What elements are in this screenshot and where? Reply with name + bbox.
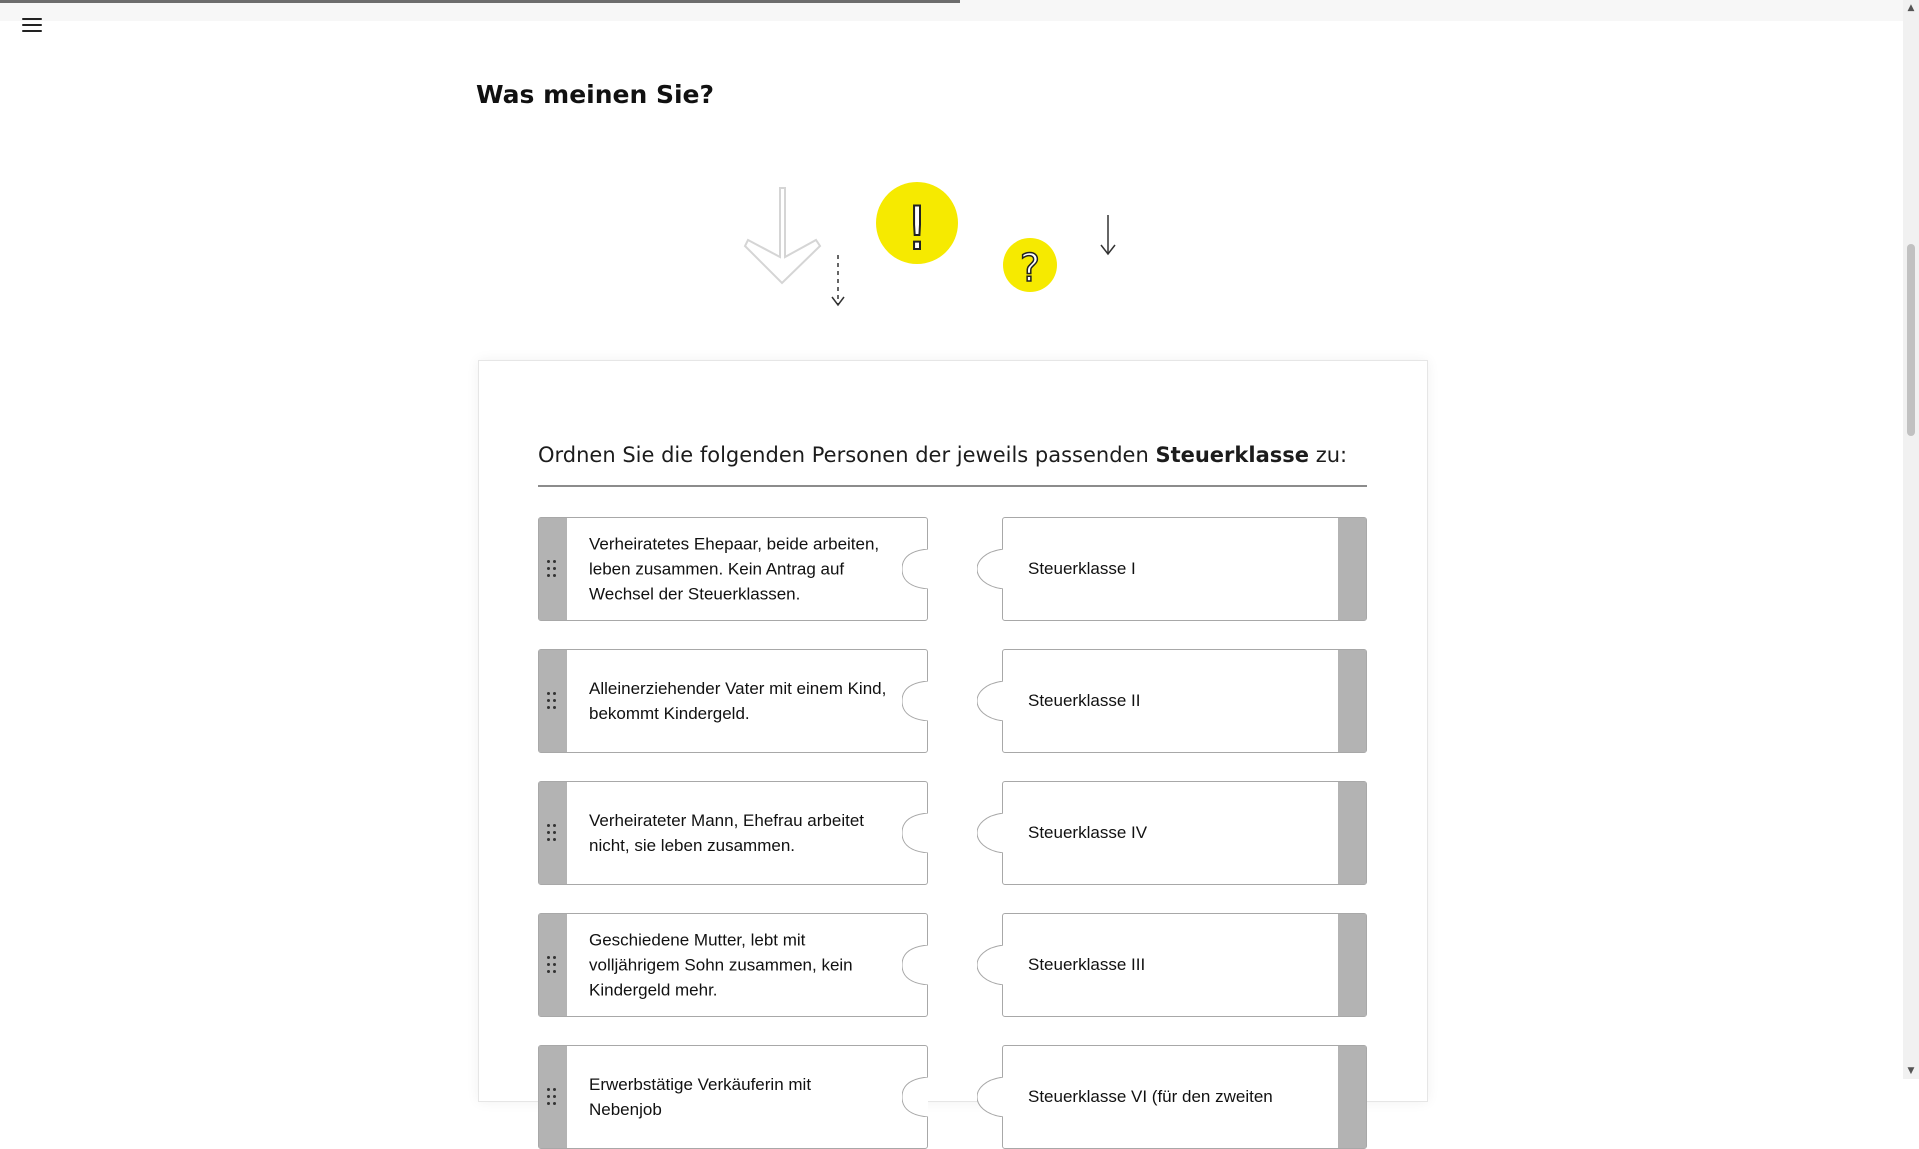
person-card[interactable] bbox=[538, 781, 928, 885]
person-description: Alleinerziehender Vater mit einem Kind, bekommt Kindergeld. bbox=[589, 679, 887, 723]
tax-class-label: Steuerklasse VI (für den zweiten bbox=[1028, 1087, 1273, 1106]
person-card[interactable] bbox=[538, 517, 928, 621]
drag-handle[interactable] bbox=[539, 782, 567, 884]
progress-bar bbox=[0, 0, 960, 3]
person-description: Erwerbstätige Verkäuferin mit Nebenjob bbox=[589, 1075, 812, 1119]
exclamation-circle-icon bbox=[876, 182, 958, 264]
question-circle-icon bbox=[1003, 238, 1057, 292]
scroll-thumb[interactable] bbox=[1907, 244, 1915, 436]
puzzle-tab-icon bbox=[977, 813, 1003, 853]
target-side-bar bbox=[1338, 518, 1366, 620]
person-card[interactable] bbox=[538, 649, 928, 753]
drag-handle[interactable] bbox=[539, 518, 567, 620]
drag-grip-icon bbox=[547, 1088, 559, 1108]
puzzle-notch-icon bbox=[902, 549, 928, 589]
dashed-arrow-down-icon bbox=[832, 255, 844, 305]
decorative-illustration bbox=[740, 175, 1130, 315]
instruction-bold: Steuerklasse bbox=[1155, 443, 1309, 467]
tax-class-target[interactable] bbox=[1002, 649, 1367, 753]
exercise-card bbox=[478, 360, 1428, 1119]
puzzle-notch-icon bbox=[902, 813, 928, 853]
tax-class-label: Steuerklasse IV bbox=[1028, 823, 1148, 842]
puzzle-notch-icon bbox=[902, 1077, 928, 1117]
puzzle-tab-icon bbox=[977, 945, 1003, 985]
divider bbox=[538, 485, 1367, 487]
target-side-bar bbox=[1338, 1046, 1366, 1148]
tax-class-target[interactable] bbox=[1002, 517, 1367, 621]
instruction-suffix: zu: bbox=[1315, 443, 1348, 467]
puzzle-tab-icon bbox=[977, 549, 1003, 589]
hamburger-menu-icon[interactable] bbox=[22, 18, 42, 34]
drag-grip-icon bbox=[547, 692, 559, 712]
drag-handle[interactable] bbox=[539, 650, 567, 752]
tax-class-target[interactable] bbox=[1002, 913, 1367, 1017]
person-description: Verheiratetes Ehepaar, beide arbeiten, leben zusammen. Kein Antrag auf Wechsel der Steuerklassen. bbox=[589, 534, 880, 604]
puzzle-notch-icon bbox=[902, 681, 928, 721]
exclamation-mark: ! bbox=[904, 194, 930, 264]
target-side-bar bbox=[1338, 650, 1366, 752]
drag-grip-icon bbox=[547, 560, 559, 580]
large-outline-arrow-down-icon bbox=[745, 188, 820, 283]
drag-handle[interactable] bbox=[539, 1046, 567, 1148]
puzzle-notch-icon bbox=[902, 945, 928, 985]
puzzle-tab-icon bbox=[977, 1077, 1003, 1117]
scroll-down-arrow-icon[interactable]: ▼ bbox=[1907, 1066, 1915, 1076]
tax-class-label: Steuerklasse III bbox=[1028, 955, 1146, 974]
instruction-prefix: Ordnen Sie die folgenden Personen der jeweils passenden bbox=[538, 443, 1149, 467]
thin-arrow-down-icon bbox=[1101, 215, 1115, 254]
person-description: Geschiedene Mutter, lebt mit volljährigem Sohn zusammen, kein Kindergeld mehr. bbox=[589, 930, 853, 1000]
question-mark: ? bbox=[1019, 246, 1041, 290]
drag-grip-icon bbox=[547, 824, 559, 844]
tax-class-target[interactable] bbox=[1002, 1045, 1367, 1149]
target-side-bar bbox=[1338, 914, 1366, 1016]
scroll-up-arrow-icon[interactable]: ▲ bbox=[1907, 3, 1915, 13]
tax-class-label: Steuerklasse I bbox=[1028, 559, 1136, 578]
drag-grip-icon bbox=[547, 956, 559, 976]
page-title: Was meinen Sie? bbox=[476, 80, 715, 109]
tax-class-target[interactable] bbox=[1002, 781, 1367, 885]
puzzle-tab-icon bbox=[977, 681, 1003, 721]
person-card[interactable] bbox=[538, 913, 928, 1017]
person-description: Verheirateter Mann, Ehefrau arbeitet nicht, sie leben zusammen. bbox=[589, 811, 864, 855]
exercise-instruction bbox=[538, 441, 1367, 469]
scrollbar[interactable] bbox=[1903, 0, 1919, 1079]
top-bar bbox=[0, 0, 1903, 21]
target-side-bar bbox=[1338, 782, 1366, 884]
drag-handle[interactable] bbox=[539, 914, 567, 1016]
person-card[interactable] bbox=[538, 1045, 928, 1149]
tax-class-label: Steuerklasse II bbox=[1028, 691, 1141, 710]
